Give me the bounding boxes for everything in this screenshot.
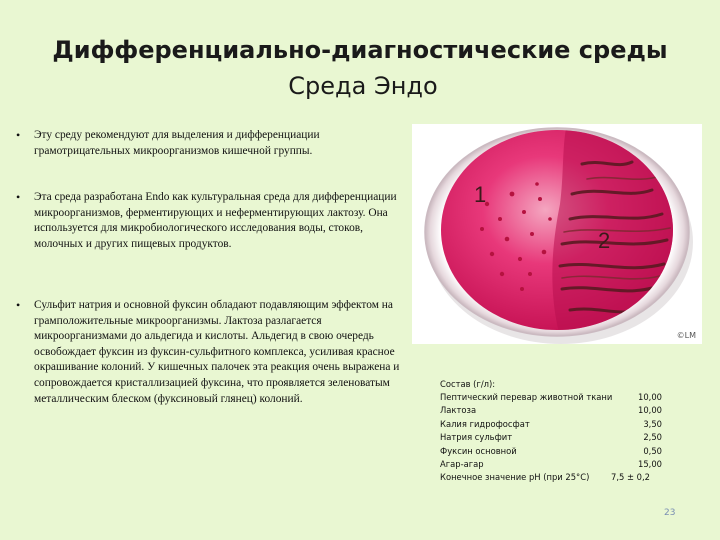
ingredient-name: Лактоза bbox=[440, 405, 477, 416]
bullet-text: Эту среду рекомендуют для выделения и дифференциации грамотрицательных микроорганизмов кишечной группы. bbox=[34, 129, 320, 157]
bullet-text: Сульфит натрия и основной фуксин обладают подавляющим эффектом на грамположительные микроорганизмы. Лактоза разлагается микроорганизмами до альдегида и кислоты. Альдегид в свою очередь освобождает фуксин из фуксин-сульфитного комплекса, усиливая красное окрашивание колоний. У кишечных палочек эта реакция очень выражена и сопровождается кристаллизацией фуксина, что проявляется зеленоватым металлическим блеском (фуксиновый глянец) колоний. bbox=[34, 299, 400, 405]
plate-label-1: 1 bbox=[474, 182, 487, 207]
slide-subtitle: Среда Эндо bbox=[288, 72, 438, 100]
composition-row bbox=[440, 404, 676, 417]
ingredient-name: Конечное значение pH (при 25°C) bbox=[440, 472, 590, 483]
ingredient-value: 2,50 bbox=[643, 432, 662, 443]
ingredient-name: Агар-агар bbox=[440, 458, 484, 469]
bullet-icon: • bbox=[16, 298, 21, 312]
composition-table bbox=[440, 378, 676, 485]
bullet-icon: • bbox=[16, 190, 21, 204]
composition-heading: Состав (г/л): bbox=[440, 379, 496, 389]
ingredient-value: 10,00 bbox=[638, 405, 662, 416]
composition-row bbox=[440, 445, 676, 458]
bullet-text: Эта среда разработана Endo как культуральная среда для дифференциации микроорганизмов, ферментирующих и неферментирующих лактозу. Она используется для микробиологического исследования воды, стоков, молочных и других пищевых продуктов. bbox=[34, 191, 397, 250]
ingredient-value: 0,50 bbox=[643, 445, 662, 456]
petri-dish-image bbox=[412, 124, 702, 344]
ingredient-value: 3,50 bbox=[643, 418, 662, 429]
ingredient-value: 10,00 bbox=[638, 392, 662, 402]
page-number: 23 bbox=[664, 508, 676, 518]
ingredient-value: 7,5 ± 0,2 bbox=[611, 472, 650, 483]
ingredient-value: 15,00 bbox=[638, 458, 662, 469]
composition-row bbox=[440, 431, 676, 444]
composition-row bbox=[440, 391, 676, 404]
bullet-icon: • bbox=[16, 128, 21, 142]
petri-dish-photo bbox=[412, 124, 702, 344]
composition-row bbox=[440, 471, 676, 484]
composition-row bbox=[440, 458, 676, 471]
ingredient-name: Фуксин основной bbox=[440, 445, 517, 456]
plate-label-2: 2 bbox=[598, 228, 611, 253]
ingredient-name: Натрия сульфит bbox=[440, 432, 513, 443]
slide-title: Дифференциально-диагностические среды bbox=[52, 36, 668, 64]
ingredient-name: Калия гидрофосфат bbox=[440, 418, 530, 429]
composition-row bbox=[440, 418, 676, 431]
photo-copyright: ©LM bbox=[676, 331, 696, 340]
ingredient-name: Пептический перевар животной ткани bbox=[440, 392, 613, 402]
